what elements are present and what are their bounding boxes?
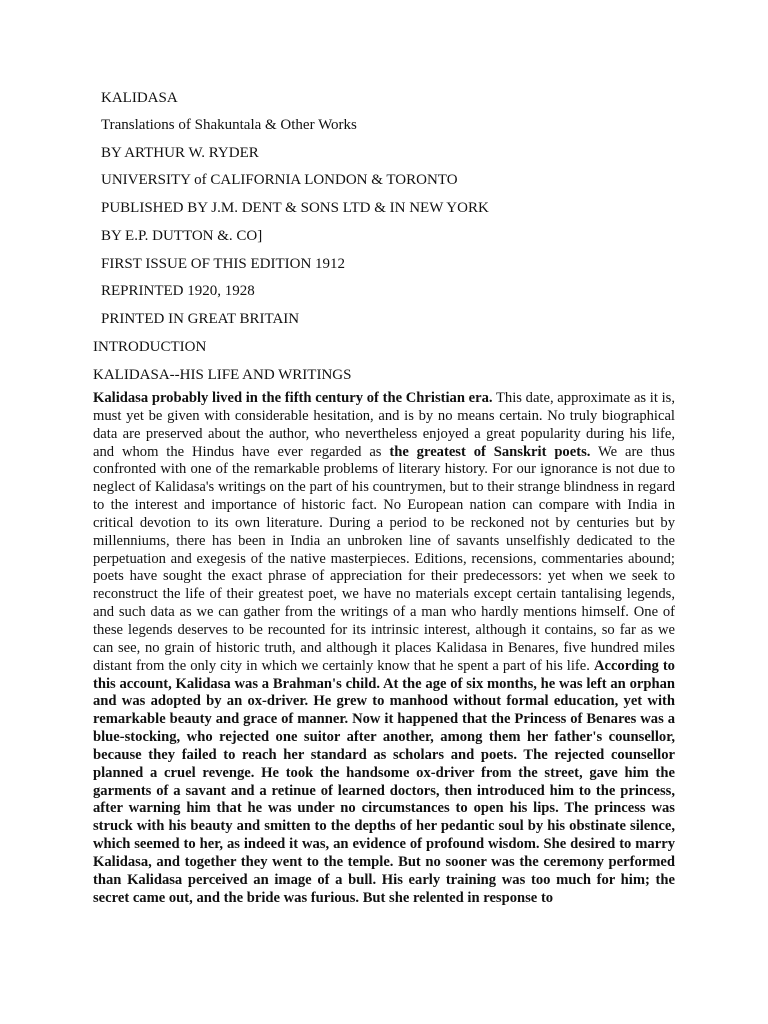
text-run-bold: According to this account, Kalidasa was a Brahman's child. At the age of six months, he was left an orphan and was adopted by an ox-driver. He grew to manhood without formal education, yet with remarkable beauty and grace of manner. Now it happened that the Princess of Benares was a blue-stocking, who rejected one suitor after another, among them her father's counsellor, because they failed to reach her standard as scholars and poets. The rejected counsellor planned a cruel revenge. He took the handsome ox-driver from the street, gave him the garments of a savant and a retinue of learned doctors, then introduced him to the princess, after warning him that he was under no circumstances to open his lips. The princess was struck with his beauty and smitten to the depths of her pedantic soul by his obstinate silence, which seemed to her, as indeed it was, an evidence of profound wisdom. She desired to marry Kalidasa, and together they went to the temple. But no sooner was the ceremony performed than Kalidasa perceived an image of a bull. His early training was too much for him; the secret came out, and the bride was furious. But she relented in response to bbox=[93, 657, 675, 906]
body-paragraph bbox=[93, 390, 675, 907]
publisher-line-2: BY E.P. DUTTON &. CO] bbox=[101, 228, 263, 244]
chapter-heading: KALIDASA--HIS LIFE AND WRITINGS bbox=[93, 367, 352, 383]
reprinted-line: REPRINTED 1920, 1928 bbox=[101, 283, 255, 299]
text-run-bold: the greatest of Sanskrit poets. bbox=[389, 443, 591, 460]
printed-in-line: PRINTED IN GREAT BRITAIN bbox=[101, 311, 300, 327]
text-run-bold: Kalidasa probably lived in the fifth century of the Christian era. bbox=[93, 390, 493, 406]
introduction-heading: INTRODUCTION bbox=[93, 339, 207, 355]
first-issue-line: FIRST ISSUE OF THIS EDITION 1912 bbox=[101, 256, 346, 272]
text-run: This date, approximate as it is, must yet be given with considerable hesitation, and is by no means certain. No truly biographical data are preserved about the author, who nevertheless enjoyed a great popularity during his life, and whom the Hindus have ever regarded as bbox=[93, 390, 675, 460]
author-line: BY ARTHUR W. RYDER bbox=[101, 145, 259, 161]
book-subtitle: Translations of Shakuntala & Other Works bbox=[101, 117, 357, 133]
publisher-line: PUBLISHED BY J.M. DENT & SONS LTD & IN NEW YORK bbox=[101, 200, 489, 216]
text-run: We are thus confronted with one of the remarkable problems of literary history. For our ignorance is not due to neglect of Kalidasa's writings on the part of his countrymen, but to their strange blindness in regard to the interest and importance of historic fact. No European nation can compare with India in critical devotion to its own literature. During a period to be reckoned not by centuries but by millenniums, there has been in India an unbroken line of savants unselfishly dedicated to the perpetuation and exegesis of the native masterpieces. Editions, recensions, commentaries abound; poets have sought the exact phrase of appreciation for their predecessors: yet when we seek to reconstruct the life of their greatest poet, we have no materials except certain tantalising legends, and such data as we can gather from the writings of a man who hardly mentions himself. One of these legends deserves to be recounted for its intrinsic interest, although it contains, so far as we can see, no grain of historic truth, and although it places Kalidasa in Benares, five hundred miles distant from the only city in which we certainly know that he spent a part of his life. bbox=[93, 443, 675, 674]
university-line: UNIVERSITY of CALIFORNIA LONDON & TORONTO bbox=[101, 172, 458, 188]
book-title: KALIDASA bbox=[101, 90, 178, 106]
